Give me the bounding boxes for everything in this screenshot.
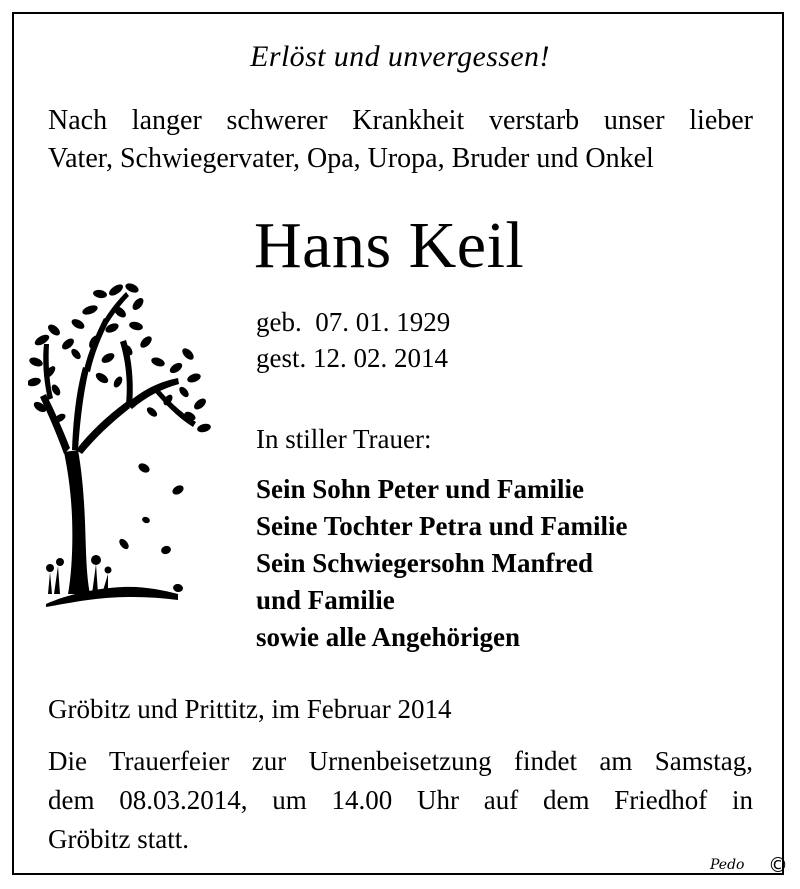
birth-date: geb. 07. 01. 1929 <box>256 307 451 337</box>
mourner-line: sowie alle Angehörigen <box>256 622 520 652</box>
intro-line-1: Nach langer schwerer Krankheit verstarb unser lieber <box>48 105 753 136</box>
copyright-mark: © <box>768 853 788 877</box>
death-date: gest. 12. 02. 2014 <box>256 343 448 373</box>
funeral-info <box>48 742 753 859</box>
funeral-line-1: Die Trauerfeier zur Urnenbeisetzung findet am Samstag, <box>48 746 753 776</box>
tree-with-falling-leaves-icon <box>28 282 213 612</box>
mourning-intro: In stiller Trauer: <box>256 424 432 454</box>
funeral-line-2: dem 08.03.2014, um 14.00 Uhr auf dem Friedhof in <box>48 785 753 815</box>
motto: Erlöst und unvergessen! <box>250 40 550 73</box>
mourner-line: Seine Tochter Petra und Familie <box>256 511 628 541</box>
intro-line-2: Vater, Schwiegervater, Opa, Uropa, Bruder und Onkel <box>48 143 654 174</box>
mourner-line: und Familie <box>256 585 395 615</box>
mourner-line: Sein Schwiegersohn Manfred <box>256 548 594 578</box>
mourners-list <box>256 471 628 656</box>
mourner-line: Sein Sohn Peter und Familie <box>256 474 585 504</box>
deceased-name: Hans Keil <box>254 209 525 282</box>
funeral-line-3: Gröbitz statt. <box>48 824 189 854</box>
designer-signature: Pedo <box>710 857 745 873</box>
place-date: Gröbitz und Prittitz, im Februar 2014 <box>48 694 452 724</box>
